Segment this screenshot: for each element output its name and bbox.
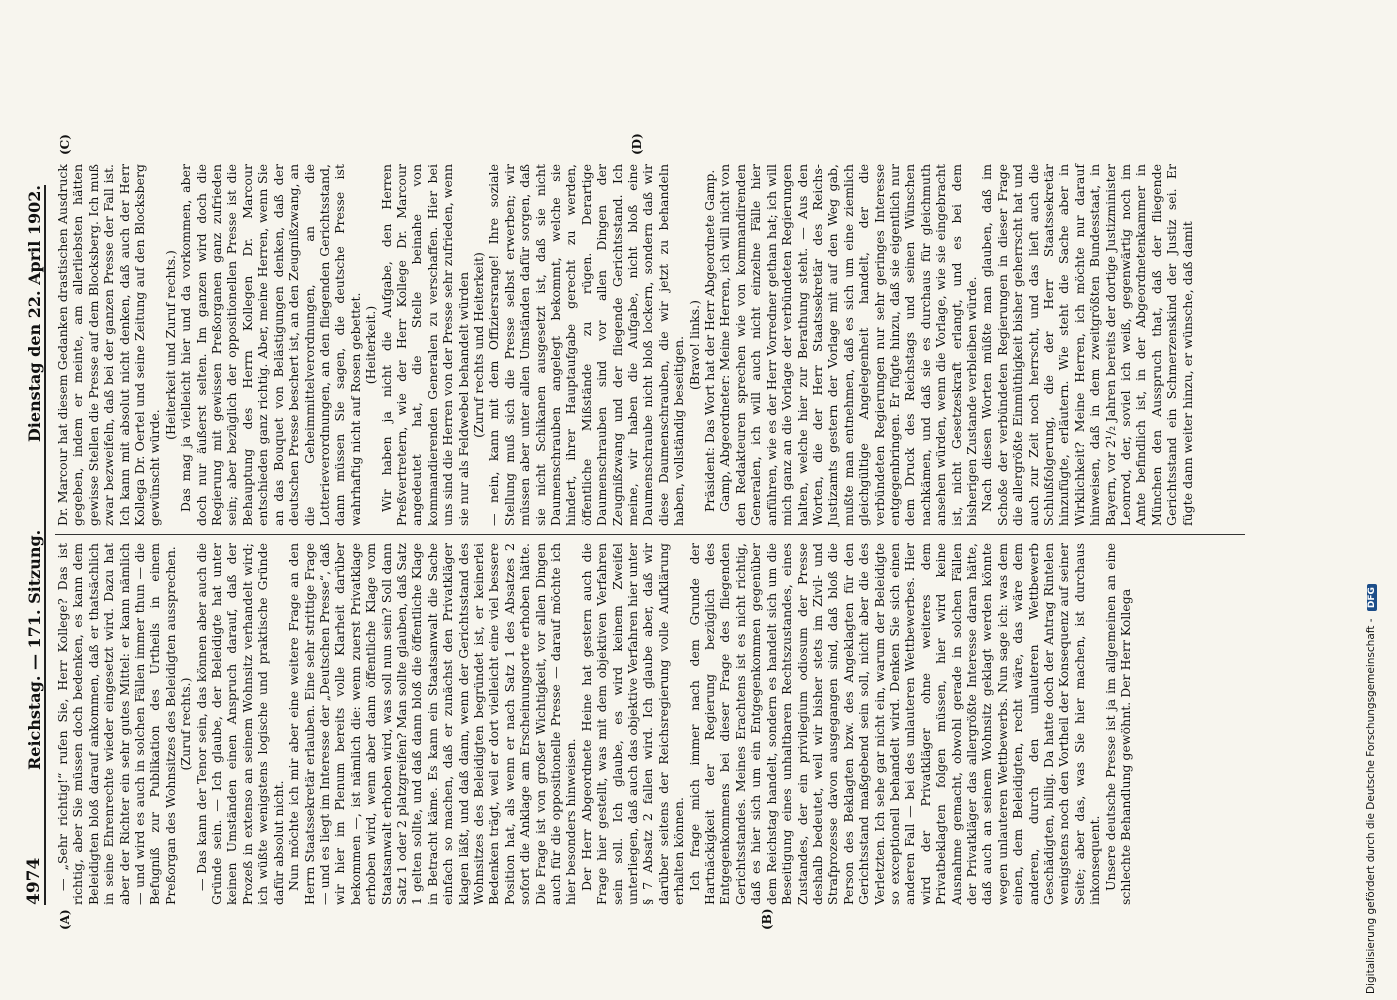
interjection: (Bravo! links.) <box>686 300 702 390</box>
dfg-logo: DFG <box>1367 584 1377 611</box>
page-number: 4974 <box>24 857 44 905</box>
left-column <box>55 543 1133 905</box>
paragraph: Unsere deutsche Presse ist ja im allgemeinen an eine schlechte Behandlung gewöhnt. Der Herr Kollega <box>1102 543 1134 905</box>
page-header <box>10 185 46 905</box>
paragraph: — „Sehr richtig!“ rufen Sie, Herr Kollege? Das ist richtig, aber Sie müssen doch bedenken, es kann dem Beleidigten bloß darauf ankommen, daß er thatsächlich in seine Ehrenrechte wieder eingesetzt wird. Dazu hat aber der Richter ein sehr gutes Mittel: er kann nämlich — und wird es auch in solchen Fällen immer thun — die Befugniß zur Publikation des Urtheils in einem Preßorgan des Wohnsitzes des Beleidigten aussprechen. <box>55 543 178 905</box>
paragraph: — Das kann der Tenor sein, das können aber auch die Gründe sein. — Ich glaube, der Beleidigte hat unter keinen Umständen einen Anspruch darauf, daß der Prozeß in extenso an seinem Wohnsitz verhandelt wird; ich wüßte wenigstens logische und praktische Gründe dafür absolut nicht. <box>193 543 286 905</box>
interjection: (Heiterkeit.) <box>363 305 379 385</box>
credit-text: Digitalisierung gefördert durch die Deutsche Forschungsgemeinschaft - <box>1365 618 1377 994</box>
interjection: (Zuruf rechts.) <box>178 677 194 771</box>
header-date: Dienstag den 22. April 1902. <box>25 185 44 443</box>
paragraph: Wir haben ja nicht die Aufgabe, den Herren Preßvertretern, wie der Herr Kollege Dr. Marcour angedeutet hat, die Stelle beinahe von kommandierenden Generalen zu verschaffen. Hier bei uns sind die Herren von der Presse sehr zufrieden, wenn sie nur als Feldwebel behandelt würden <box>378 164 471 526</box>
paragraph: Dr. Marcour hat diesem Gedanken drastischen Ausdruck gegeben, indem er meinte, am allerliebsten hätten gewisse Stellen die Presse auf dem Blocksberg. Ich muß zwar bezweifeln, daß bei der ganzen Presse der Fall ist. Ich kann mit absolut nicht denken, daß auch der Herr Kollega Dr. Oertel und seine Zeitung auf den Blocksberg gewünscht würde. <box>55 164 163 526</box>
header-title: Reichstag. — 171. Sitzung. <box>25 529 44 771</box>
column-divider <box>55 534 1245 535</box>
margin-marker-b: (B) <box>760 908 774 930</box>
paragraph: Ich frage mich immer nach dem Grunde der Hartnäckigkeit der Regierung bezüglich des Entgegenkommens bei dieser Frage des fliegenden Gerichtsstandes. Meines Erachtens ist es nicht richtig, daß es hier sich um ein Entgegenkommen gegenüber dem Reichstag handelt, sondern es handelt sich um die Beseitigung eines unhaltbaren Rechtszustandes, eines Zustandes, der ein privilegium odiosum der Presse deshalb bedeutet, weil wir bisher stets im Zivil- und Strafprozesse davon ausgegangen sind, daß bloß die Person des Beklagten bzw. des Angeklagten für den Gerichtsstand maßgebend sein soll, nicht aber die des Verletzten. Ich sehe gar nicht ein, warum der Beleidigte so exceptionell behandelt wird. Denken Sie sich einen anderen Fall — bei des unlauteren Wettbewerbes. Hier wird der Privatkläger ohne weiteres dem Privatbeklagten folgen müssen, hier wird keine Ausnahme gemacht, obwohl gerade in solchen Fällen der Privatkläger das allergrößte Interesse daran hätte, daß auch an seinem Wohnsitz geklagt werden könnte wegen unlauteren Wettbewerbs. Nun sage ich: was dem einen, dem Beleidigten, recht wäre, das wäre dem anderen, durch den unlauteren Wettbewerb Geschädigten, billig. Da hatte doch der Antrag Rintelen wenigstens noch den Vortheil der Konsequenz auf seiner Seite; aber das, was Sie hier machen, ist durchaus inkonsequent. <box>686 543 1103 905</box>
paragraph: Nach diesen Worten müßte man glauben, daß im Schoße der verbündeten Regierungen in dieser Frage die allergrößte Einmüthigkeit bisher geherrscht hat und auch zur Zeit noch herrscht, und das lieſt auch die Schlußfolgerung, die der Herr Staatssekretär hinzufügte, erläutern. Wie steht die Sache aber in Wirklichkeit? Meine Herren, ich möchte nur darauf hinweisen, daß in dem zweitgrößten Bundesstaat, in Bayern, vor 2¹/₂ Jahren bereits der dortige Justizminister Leonrod, der, soviel ich weiß, gegenwärtig noch im Amte befindlich ist, in der Abgeordnetenkammer in München den Ausspruch that, daß der fliegende Gerichtsstand ein Schmerzenskind der Justiz sei. Er fügte dann weiter hinzu, er wünsche, daß damit <box>979 164 1195 526</box>
margin-marker-d: (D) <box>630 133 644 155</box>
paragraph: — nein, kann mit dem Offiziersrange! Ihre soziale Stellung muß sich die Presse selbst erwerben; wir müssen aber unter allen Umständen dafür sorgen, daß sie nicht Schikanen ausgesetzt ist, daß sie nicht Daumenschrauben angelegt bekommt, welche sie hindert, ihrer Hauptaufgabe gerecht zu werden, öffentliche Mißstände zu rügen. Derartige Daumenschrauben sind vor allen Dingen der Zeugnißzwang und der fliegende Gerichtsstand. Ich meine, wir haben die Aufgabe, nicht bloß eine Daumenschraube nicht bloß lockern, sondern daß wir diese Daumenschrauben, die wir jetzt zu behandeln haben, vollständig beseitigen. <box>486 164 687 526</box>
margin-marker-c: (C) <box>58 134 72 155</box>
speaker-paragraph: Gamp, Abgeordneter: Meine Herren, ich will nicht von den Redakteuren sprechen wie von kommandirenden Generalen, ich will auch nicht einzelne Fälle hier anführen, wie es der Herr Vorredner gethan hat; ich will mich ganz an die Vorlage der verbündeten Regierungen halten, welche hier zur Berathung steht. — Aus den Worten, die der Herr Staatssekretär des Reichs-Justizamts gestern der Vorlage mit auf den Weg gab, mußte man entnehmen, daß es sich um eine ziemlich gleichgültige Angelegenheit handelt, der die verbündeten Regierungen nur sehr geringes Interesse entgegenbringen. Er fügte hinzu, daß sie eigentlich nur dem Druck des Reichstags und seinen Wünschen nachkämen, und daß sie es durchaus für gleichmuth ansehen würden, wenn die Vorlage, wie sie eingebracht ist, nicht Gesetzeskraft erlangt, und es bei dem bisherigen Zustande verbleiben würde. <box>717 164 979 526</box>
interjection: (Zuruf rechts und Heiterkeit) <box>470 252 486 438</box>
paragraph: Nun möchte ich mir aber eine weitere Frage an den Herrn Staatssekretär erlauben. Eine sehr strittige Frage — und es liegt im Interesse der „Deutschen Presse“, daß wir hier im Plenum bereits volle Klarheit darüber bekommen —, ist nämlich die: wenn zuerst Privatklage erhoben wird, wenn aber dann öffentliche Klage vom Staatsanwalt erhoben wird, was soll nun sein? Soll dann Satz 1 oder 2 platzgreifen? Man sollte glauben, daß Satz 1 gelten sollte, und daß dann bloß die öffentliche Klage in Betracht käme. Es kann ein Staatsanwalt die Sache einfach so machen, daß er zunächst den Privatkläger klagen läßt, und daß dann, wenn der Gerichtsstand des Wohnsitzes des Beleidigten begründet ist, er keinerlei Bedenken trägt, weil er dort vielleicht eine viel bessere Position hat, als wenn er nach Satz 1 des Absatzes 2 sofort die Anklage am Erscheinungsorte erhoben hätte. Die Frage ist von großer Wichtigkeit, vor allen Dingen auch für die oppositionelle Presse — darauf möchte ich hier besonders hinweisen. <box>286 543 579 905</box>
paragraph: Der Herr Abgeordnete Heine hat gestern auch die Frage hier gestellt, was mit dem objektiven Verfahren sein soll. Ich glaube, es wird keinem Zweifel unterliegen, daß auch das objektive Verfahren hier unter § 7 Absatz 2 fallen wird. Ich glaube aber, daß wir darüber seitens der Reichsregierung volle Aufklärung erhalten können. <box>578 543 687 905</box>
speaker-paragraph: Präsident: Das Wort hat der Herr Abgeordnete Gamp. <box>702 169 718 512</box>
right-column <box>55 164 1195 526</box>
paragraph: Das mag ja vielleicht hier und da vorkommen, aber doch nur äußerst selten. Im ganzen wird doch die Regierung mit gewissen Preßorganen ganz zufrieden sein; aber bezüglich der oppositionellen Presse ist die Behauptung des Herrn Kollegen Dr. Marcour entschieden ganz richtig. Aber, meine Herren, wenn Sie an das Bouquet von Belästigungen denken, daß der deutschen Presse beschert ist, an den Zeugnißzwang, an die Geheimmittelverordnungen, an die Lotterieverordnungen, an den fliegenden Gerichtsstand, dann müssen Sie sagen, die deutsche Presse ist wahrhaftig nicht auf Rosen gebettet. <box>178 164 363 526</box>
digitization-credit <box>1365 0 1377 1000</box>
margin-marker-a: (A) <box>58 909 72 930</box>
interjection: (Heiterkeit und Zuruf rechts.) <box>162 250 178 440</box>
